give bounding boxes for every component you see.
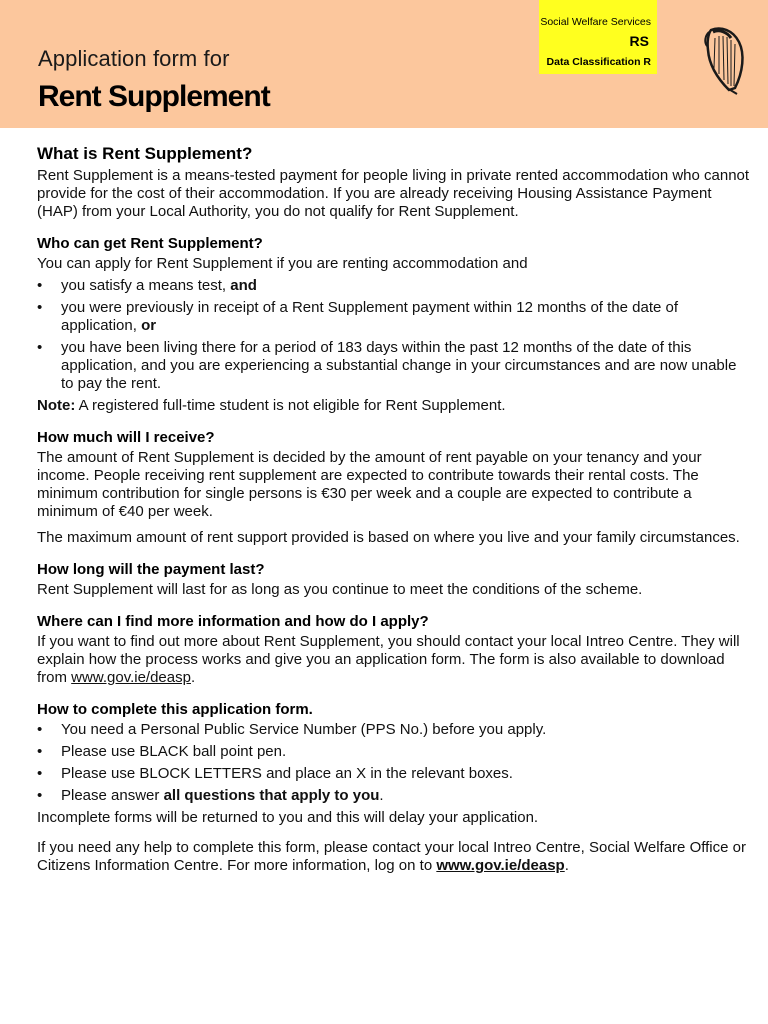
list-item bbox=[37, 339, 753, 393]
list-item bbox=[37, 765, 753, 783]
note-text: A registered full-time student is not eligible for Rent Supplement. bbox=[75, 397, 506, 414]
service-label: Social Welfare Services bbox=[540, 16, 651, 28]
heading-how-long: How long will the payment last? bbox=[37, 561, 265, 578]
how-long-body: Rent Supplement will last for as long as you continue to meet the conditions of the scheme. bbox=[37, 581, 643, 598]
heading-complete: How to complete this application form. bbox=[37, 701, 313, 718]
form-code: RS bbox=[629, 33, 649, 49]
list-item-text: Please use BLOCK LETTERS and place an X in the relevant boxes. bbox=[61, 765, 513, 782]
eligibility-list bbox=[37, 277, 753, 393]
instructions-list bbox=[37, 721, 753, 805]
list-item-text: you have been living there for a period of 183 days within the past 12 months of the date of this application, and you are experiencing a substantial change in your circumstances and are now unable to pay the rent. bbox=[61, 339, 737, 392]
student-note bbox=[37, 397, 753, 415]
what-body: Rent Supplement is a means-tested payment for people living in private rented accommodation who cannot provide for the cost of their accommodation. If you are already receiving Housing Assistance Payment (HAP) from your Local Authority, you do not qualify for Rent Supplement. bbox=[37, 167, 750, 220]
form-title: Rent Supplement bbox=[38, 80, 270, 113]
list-item-text: you were previously in receipt of a Rent Supplement payment within 12 months of the date of application, bbox=[61, 299, 679, 334]
form-subtitle: Application form for bbox=[38, 46, 230, 71]
data-classification: Data Classification R bbox=[546, 56, 651, 68]
deasp-bold-link[interactable]: www.gov.ie/deasp bbox=[436, 857, 565, 874]
document-body bbox=[37, 144, 753, 875]
classification-badge bbox=[539, 0, 657, 74]
who-intro: You can apply for Rent Supplement if you are renting accommodation and bbox=[37, 255, 528, 272]
harp-emblem-icon bbox=[699, 24, 749, 96]
where-body bbox=[37, 633, 753, 687]
help-end: . bbox=[564, 857, 569, 874]
heading-where: Where can I find more information and how do I apply? bbox=[37, 613, 429, 630]
heading-what: What is Rent Supplement? bbox=[37, 144, 253, 163]
how-much-body-2: The maximum amount of rent support provided is based on where you live and your family circumstances. bbox=[37, 529, 740, 546]
list-item-text: You need a Personal Public Service Number (PPS No.) before you apply. bbox=[61, 721, 547, 738]
list-item-emphasis: or bbox=[141, 317, 157, 334]
deasp-link[interactable]: www.gov.ie/deasp bbox=[71, 669, 191, 686]
how-much-body-1: The amount of Rent Supplement is decided by the amount of rent payable on your tenancy and your income. People receiving rent supplement are expected to contribute towards their rental costs. The minimum contribution for single persons is €30 per week and a couple are expected to contribute a minimum of €40 per week. bbox=[37, 449, 702, 520]
incomplete-warning: Incomplete forms will be returned to you and this will delay your application. bbox=[37, 809, 539, 826]
list-item bbox=[37, 277, 753, 295]
list-item-emphasis: and bbox=[230, 277, 257, 294]
where-end: . bbox=[190, 669, 196, 686]
list-item bbox=[37, 721, 753, 739]
help-text bbox=[37, 839, 753, 875]
list-item bbox=[37, 743, 753, 761]
heading-how-much: How much will I receive? bbox=[37, 429, 215, 446]
list-item-text: you satisfy a means test, bbox=[61, 277, 231, 294]
where-text: If you want to find out more about Rent Supplement, you should contact your local Intreo Centre. They will explain how the process works and give you an application form. The form is also available to download from bbox=[37, 633, 740, 686]
list-item-text: Please answer bbox=[61, 787, 164, 804]
help-body: If you need any help to complete this form, please contact your local Intreo Centre, Social Welfare Office or Citizens Information Centre. For more information, log on to bbox=[37, 839, 746, 874]
list-item bbox=[37, 299, 753, 335]
heading-who: Who can get Rent Supplement? bbox=[37, 235, 263, 252]
note-label: Note: bbox=[37, 397, 76, 414]
list-item-text: Please use BLACK ball point pen. bbox=[61, 743, 287, 760]
list-item bbox=[37, 787, 753, 805]
list-item-end: . bbox=[379, 787, 384, 804]
list-item-emphasis: all questions that apply to you bbox=[163, 787, 380, 804]
